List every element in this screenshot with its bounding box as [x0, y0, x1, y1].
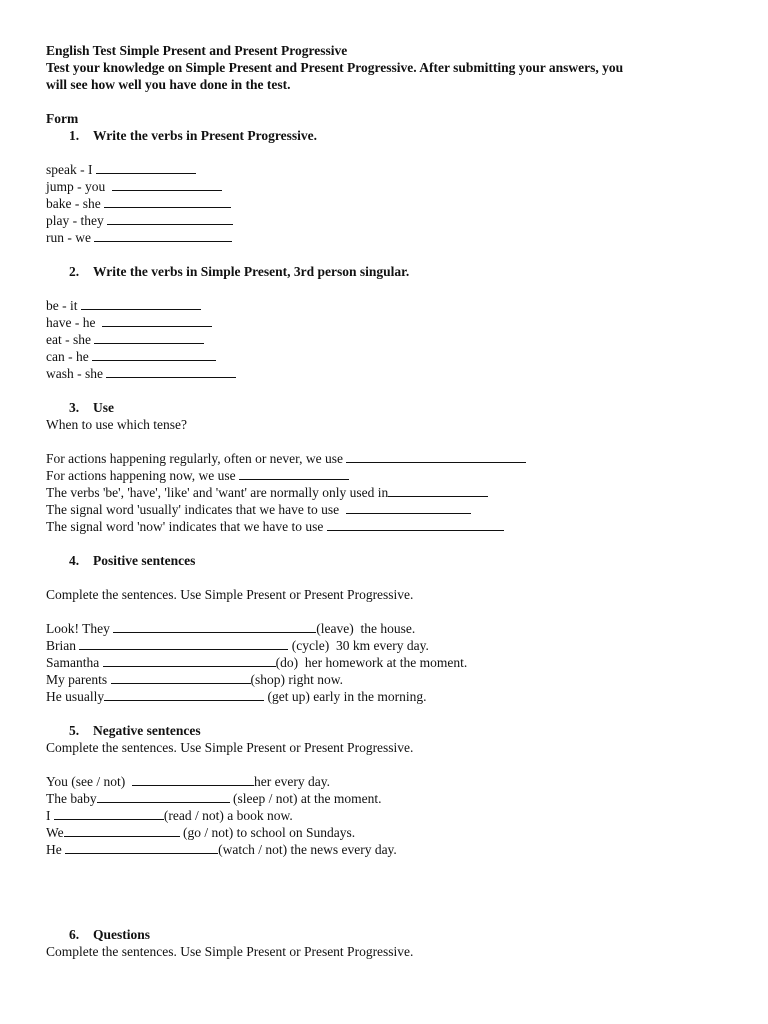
- intro-line-1: Test your knowledge on Simple Present and Present Progressive. After submitting your answers, you: [46, 60, 624, 75]
- answer-blank[interactable]: [97, 790, 230, 803]
- answer-blank[interactable]: [112, 178, 222, 191]
- answer-blank[interactable]: [388, 484, 488, 497]
- answer-blank[interactable]: [54, 807, 164, 820]
- s3-item-verbs: The verbs 'be', 'have', 'like' and 'want' are normally only used in: [46, 484, 726, 501]
- s3-question: When to use which tense?: [46, 417, 187, 432]
- answer-blank[interactable]: [104, 688, 264, 701]
- s2-item-can: can - he: [46, 348, 726, 365]
- section-6-heading: 6. Questions: [69, 927, 151, 942]
- answer-blank[interactable]: [96, 161, 196, 174]
- answer-blank[interactable]: [239, 467, 349, 480]
- s2-item-eat: eat - she: [46, 331, 726, 348]
- s3-item-signal-now: The signal word 'now' indicates that we have to use: [46, 518, 726, 535]
- answer-blank[interactable]: [106, 365, 236, 378]
- section-5-heading: 5. Negative sentences: [69, 723, 201, 738]
- document-title: English Test Simple Present and Present Progressive: [46, 43, 348, 58]
- s3-item-now: For actions happening now, we use: [46, 467, 726, 484]
- answer-blank[interactable]: [107, 212, 233, 225]
- s1-item-play: play - they: [46, 212, 726, 229]
- answer-blank[interactable]: [94, 331, 204, 344]
- s4-item-3: Samantha (do) her homework at the moment.: [46, 655, 468, 670]
- answer-blank[interactable]: [346, 501, 471, 514]
- section-2-heading: 2. Write the verbs in Simple Present, 3rd person singular.: [69, 264, 410, 279]
- section-3-heading: 3. Use: [69, 400, 114, 415]
- answer-blank[interactable]: [103, 654, 276, 667]
- s6-instruction: Complete the sentences. Use Simple Present or Present Progressive.: [46, 944, 414, 959]
- s1-item-speak: speak - I: [46, 161, 726, 178]
- answer-blank[interactable]: [111, 671, 251, 684]
- s5-item-5: He (watch / not) the news every day.: [46, 842, 397, 857]
- s5-item-3: I (read / not) a book now.: [46, 808, 293, 823]
- answer-blank[interactable]: [81, 297, 201, 310]
- answer-blank[interactable]: [104, 195, 231, 208]
- s1-item-bake: bake - she: [46, 195, 726, 212]
- worksheet-page: [46, 42, 726, 960]
- s4-item-4: My parents (shop) right now.: [46, 672, 343, 687]
- answer-blank[interactable]: [346, 450, 526, 463]
- answer-blank[interactable]: [102, 314, 212, 327]
- answer-blank[interactable]: [65, 841, 218, 854]
- s3-item-regularly: For actions happening regularly, often or never, we use: [46, 450, 726, 467]
- intro-line-2: will see how well you have done in the test.: [46, 77, 291, 92]
- s3-item-usually: The signal word 'usually' indicates that we have to use: [46, 501, 726, 518]
- form-label: Form: [46, 111, 79, 126]
- s2-item-wash: wash - she: [46, 365, 726, 382]
- answer-blank[interactable]: [64, 824, 180, 837]
- answer-blank[interactable]: [79, 637, 288, 650]
- section-1-heading: 1. Write the verbs in Present Progressive.: [69, 128, 317, 143]
- s5-item-4: We (go / not) to school on Sundays.: [46, 825, 356, 840]
- s4-instruction: Complete the sentences. Use Simple Present or Present Progressive.: [46, 587, 414, 602]
- s5-instruction: Complete the sentences. Use Simple Present or Present Progressive.: [46, 740, 414, 755]
- s4-item-2: Brian (cycle) 30 km every day.: [46, 638, 429, 653]
- s5-item-1: You (see / not) her every day.: [46, 774, 330, 789]
- answer-blank[interactable]: [113, 620, 316, 633]
- s4-item-5: He usually (get up) early in the morning.: [46, 689, 427, 704]
- section-4-heading: 4. Positive sentences: [69, 553, 196, 568]
- s2-item-have: have - he: [46, 314, 726, 331]
- s5-item-2: The baby (sleep / not) at the moment.: [46, 791, 382, 806]
- answer-blank[interactable]: [92, 348, 216, 361]
- s4-item-1: Look! They (leave) the house.: [46, 621, 416, 636]
- answer-blank[interactable]: [132, 773, 254, 786]
- answer-blank[interactable]: [327, 518, 504, 531]
- s2-item-be: be - it: [46, 297, 726, 314]
- s1-item-jump: jump - you: [46, 178, 726, 195]
- s1-item-run: run - we: [46, 229, 726, 246]
- answer-blank[interactable]: [94, 229, 232, 242]
